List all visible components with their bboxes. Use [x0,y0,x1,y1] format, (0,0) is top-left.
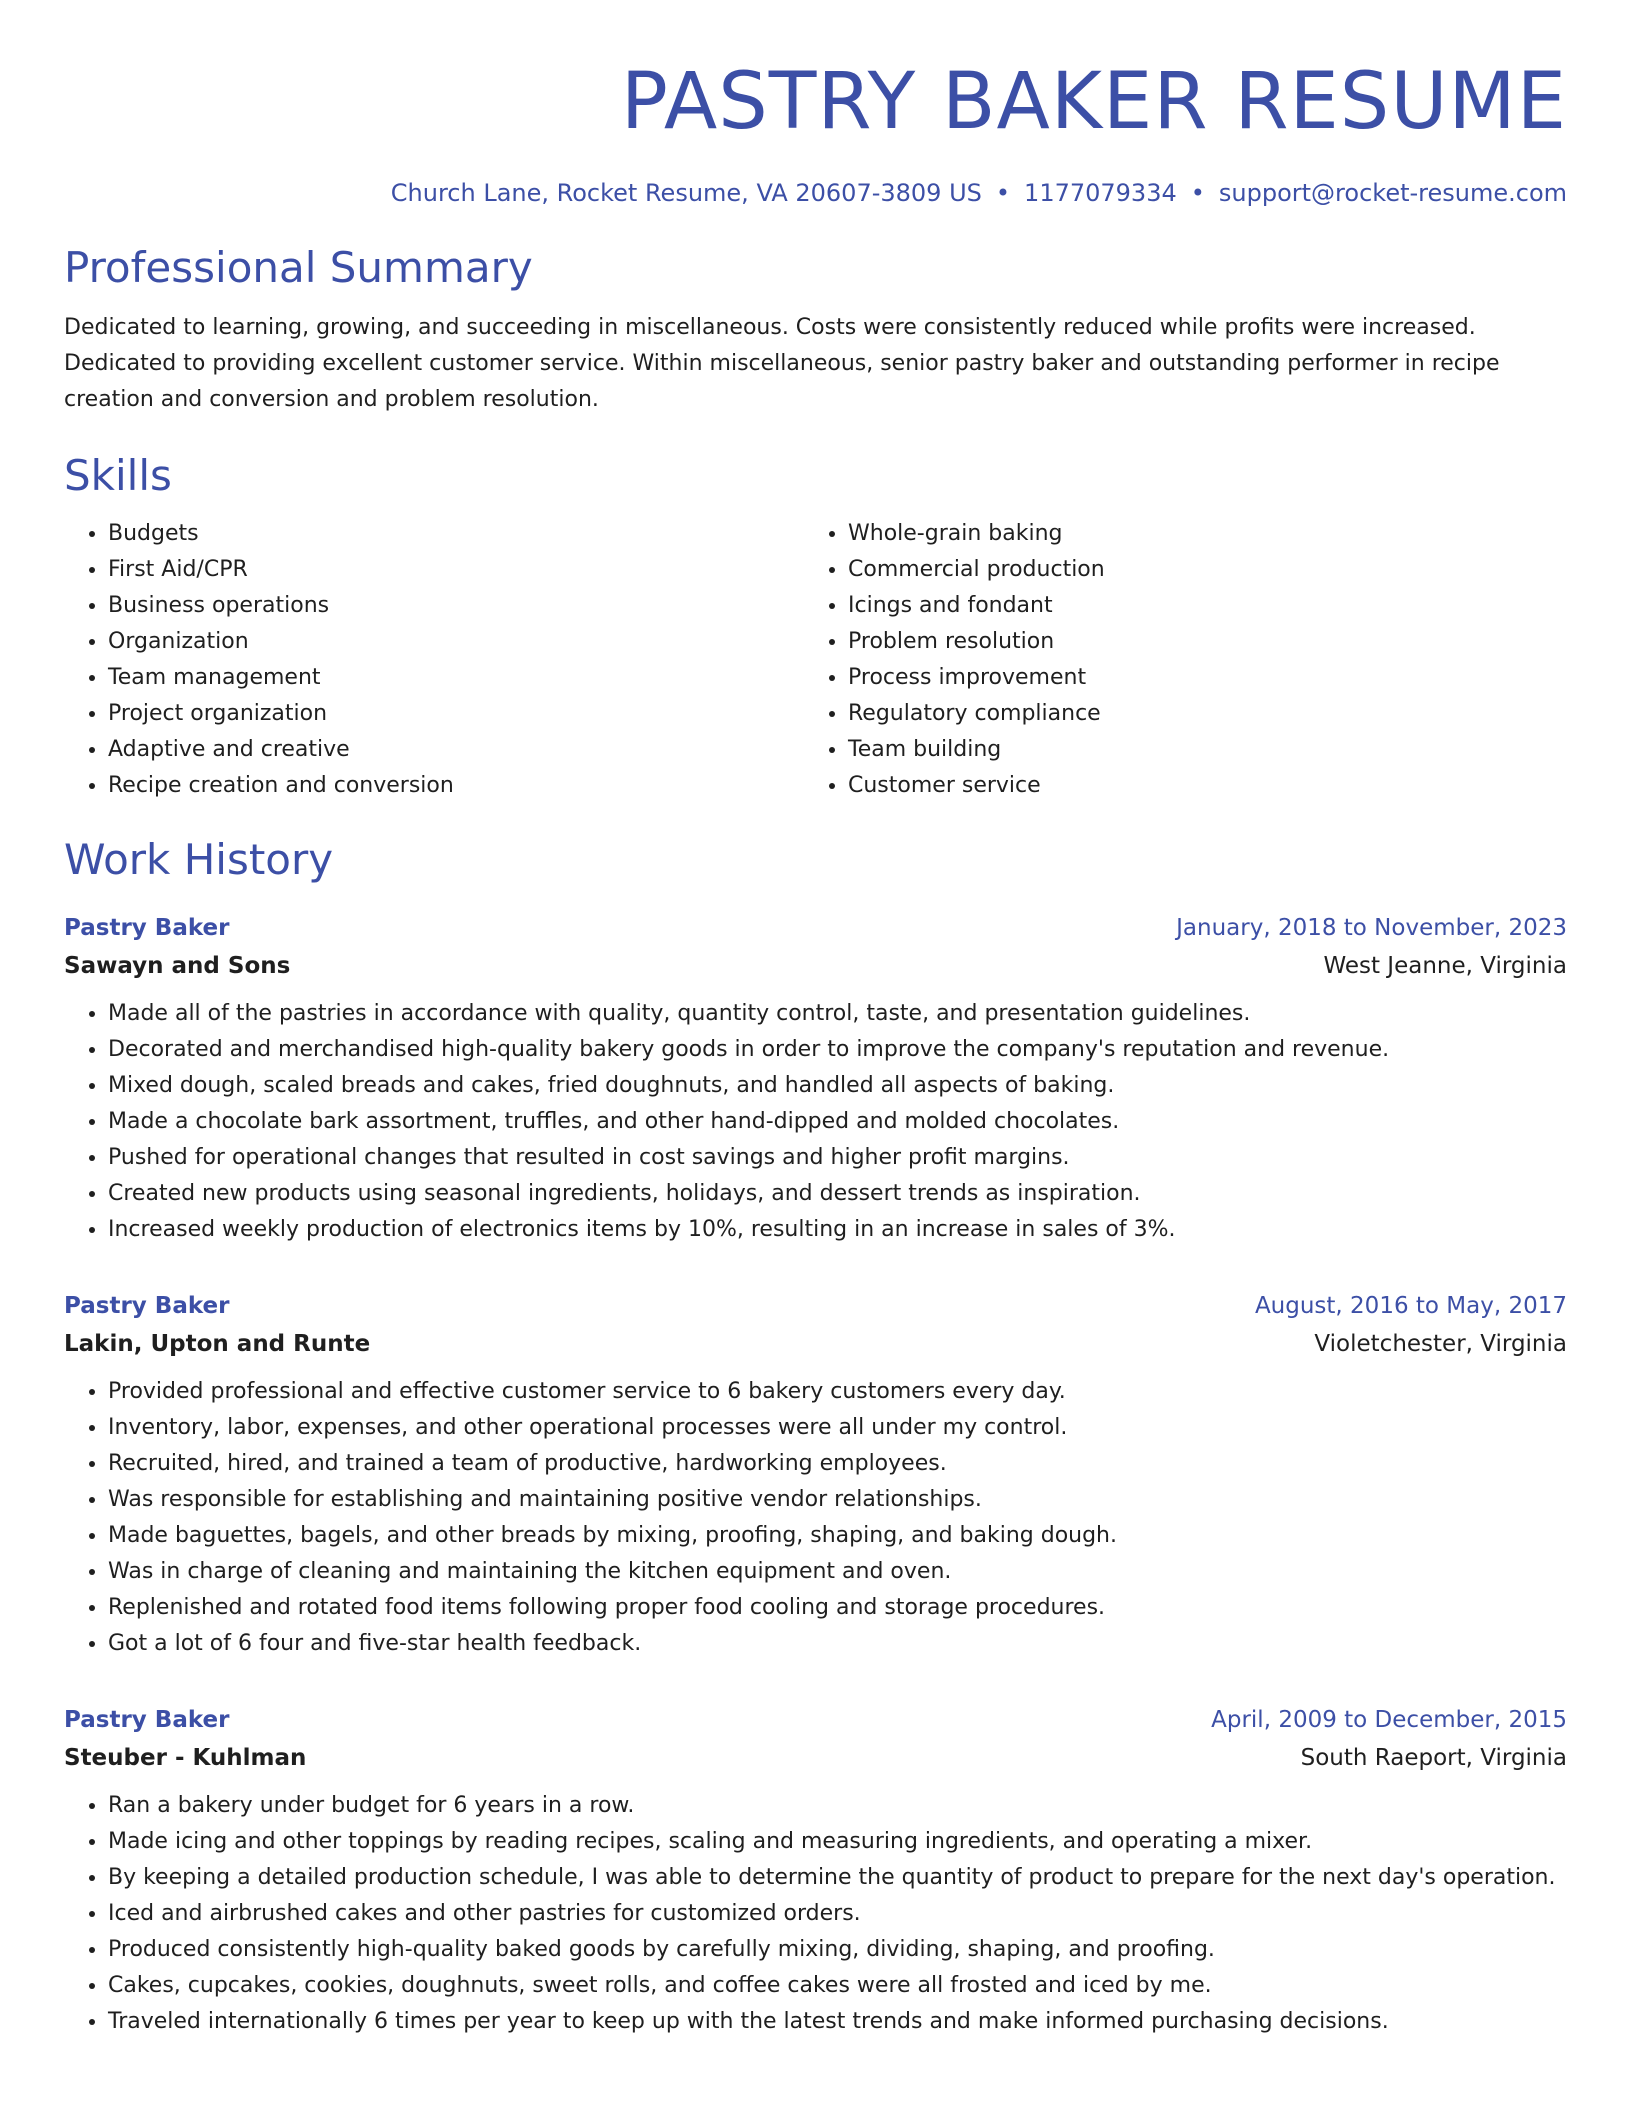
job-dates: January, 2018 to November, 2023 [1176,915,1567,941]
job-title: Pastry Baker [64,915,230,941]
contact-line [64,176,1567,210]
job-dates: August, 2016 to May, 2017 [1254,1293,1567,1319]
job-bullet: • Provided professional and effective customer service to 6 bakery customers every day. [108,1374,1567,1410]
job-company: Steuber - Kuhlman [64,1745,307,1771]
job-entry [64,910,1567,1248]
skill-item: • Regulatory compliance [848,696,1544,732]
job-title-row [64,1288,1567,1324]
job-title: Pastry Baker [64,1293,230,1319]
job-bullet: • Pushed for operational changes that resulted in cost savings and higher profit margins. [108,1140,1567,1176]
job-dates: April, 2009 to December, 2015 [1211,1707,1567,1733]
job-title: Pastry Baker [64,1707,230,1733]
section-title-work-history: Work History [64,835,334,884]
job-bullet: • Replenished and rotated food items following proper food cooling and storage procedures. [108,1590,1567,1626]
job-bullet: • Made a chocolate bark assortment, truffles, and other hand-dipped and molded chocolates. [108,1104,1567,1140]
skill-item: • Team management [108,660,804,696]
job-bullet: • Ran a bakery under budget for 6 years in a row. [108,1788,1567,1824]
job-company: Sawayn and Sons [64,953,291,979]
skill-item: • Whole-grain baking [848,516,1544,552]
contact-separator: • [1190,179,1205,207]
job-bullet: • Increased weekly production of electronics items by 10%, resulting in an increase in sales of 3%. [108,1212,1567,1248]
job-bullet: • Made icing and other toppings by reading recipes, scaling and measuring ingredients, and operating a mixer. [108,1824,1567,1860]
contact-phone: 1177079334 [1024,179,1177,207]
skill-item: • Adaptive and creative [108,732,804,768]
job-bullet: • Created new products using seasonal ingredients, holidays, and dessert trends as inspiration. [108,1176,1567,1212]
job-company-row [64,1324,1567,1364]
job-bullet: • Cakes, cupcakes, cookies, doughnuts, sweet rolls, and coffee cakes were all frosted and iced by me. [108,1968,1567,2004]
skill-item: • Budgets [108,516,804,552]
job-title-row [64,1702,1567,1738]
job-entry [64,1702,1567,2040]
job-bullet: • Traveled internationally 6 times per year to keep up with the latest trends and make informed purchasing decisions. [108,2004,1567,2040]
job-bullets [64,1788,1567,2040]
skill-item: • Process improvement [848,660,1544,696]
work-history-section [64,832,1567,2040]
job-bullet: • Produced consistently high-quality baked goods by carefully mixing, dividing, shaping, and proofing. [108,1932,1567,1968]
skill-item: • Business operations [108,588,804,624]
job-bullet: • Made all of the pastries in accordance with quality, quantity control, taste, and presentation guidelines. [108,996,1567,1032]
skill-item: • Recipe creation and conversion [108,768,804,804]
resume-header [64,52,1567,210]
job-location: South Raeport, Virginia [1300,1745,1567,1771]
skill-item: • Team building [848,732,1544,768]
job-bullet: • Iced and airbrushed cakes and other pastries for customized orders. [108,1896,1567,1932]
job-bullets [64,1374,1567,1662]
summary-text: Dedicated to learning, growing, and succeeding in miscellaneous. Costs were consistently reduced while profits were increased. Dedicated to providing excellent customer service. Within miscellaneous, senior pastry baker and outstanding performer in recipe creation and conversion and problem resolution. [64,315,1500,412]
contact-separator: • [995,179,1011,207]
job-bullet: • Made baguettes, bagels, and other breads by mixing, proofing, shaping, and baking dough. [108,1518,1567,1554]
job-location: Violetchester, Virginia [1314,1331,1567,1357]
job-bullet: • Decorated and merchandised high-quality bakery goods in order to improve the company's reputation and revenue. [108,1032,1567,1068]
job-bullet: • Got a lot of 6 four and five-star health feedback. [108,1626,1567,1662]
job-bullet: • Inventory, labor, expenses, and other operational processes were all under my control. [108,1410,1567,1446]
skill-item: • Customer service [848,768,1544,804]
skill-item: • Commercial production [848,552,1544,588]
skills-column-left [64,516,804,804]
contact-email: support@rocket-resume.com [1218,179,1567,207]
job-bullet: • Was responsible for establishing and maintaining positive vendor relationships. [108,1482,1567,1518]
job-bullets [64,996,1567,1248]
professional-summary-section [64,240,1567,418]
section-title-skills: Skills [64,451,172,500]
skills-column-right [804,516,1544,804]
job-entry [64,1288,1567,1662]
job-company-row [64,946,1567,986]
job-bullet: • Was in charge of cleaning and maintaining the kitchen equipment and oven. [108,1554,1567,1590]
contact-address: Church Lane, Rocket Resume, VA 20607-3809 US [390,179,982,207]
skill-item: • First Aid/CPR [108,552,804,588]
job-title-row [64,910,1567,946]
job-company: Lakin, Upton and Runte [64,1331,371,1357]
skill-item: • Problem resolution [848,624,1544,660]
skill-item: • Icings and fondant [848,588,1544,624]
skills-section [64,448,1567,804]
skills-grid [64,516,1567,804]
job-bullet: • By keeping a detailed production schedule, I was able to determine the quantity of product to prepare for the next day's operation. [108,1860,1567,1896]
job-company-row [64,1738,1567,1778]
job-location: West Jeanne, Virginia [1323,953,1567,979]
resume-title: PASTRY BAKER RESUME [620,57,1567,147]
skill-item: • Organization [108,624,804,660]
skill-item: • Project organization [108,696,804,732]
job-bullet: • Mixed dough, scaled breads and cakes, fried doughnuts, and handled all aspects of baking. [108,1068,1567,1104]
job-bullet: • Recruited, hired, and trained a team of productive, hardworking employees. [108,1446,1567,1482]
section-title-summary: Professional Summary [64,243,533,292]
